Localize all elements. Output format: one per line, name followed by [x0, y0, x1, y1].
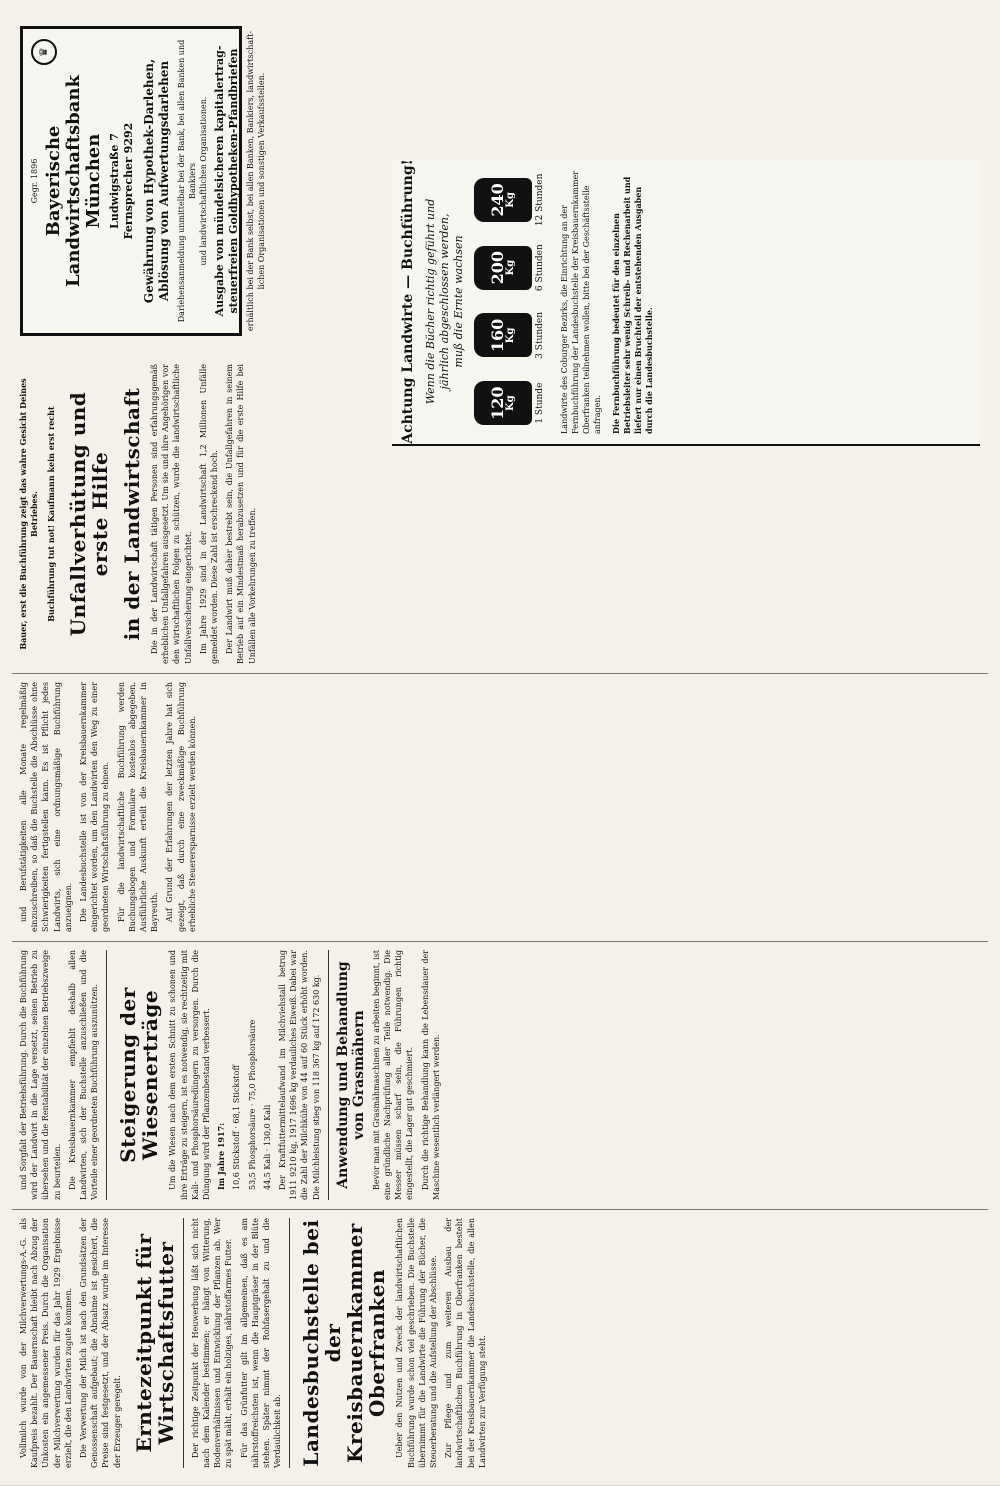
weight-unit: Kg [505, 327, 516, 344]
right-paragraph-4: Auf Grund der Erfahrungen der letzten Jahre hat sich gezeigt, daß durch eine zweckmäßige Buchführung erhebliche Steuerersparnisse erzielt werden können. [165, 682, 197, 932]
ad-title: Achtung Landwirte — Buchführung! [400, 159, 416, 444]
mid-heading-2: Anwendung und Behandlung von Grasmähern [334, 961, 367, 1189]
weight-unit: Kg [505, 395, 516, 411]
mid-list-2: 53,5 Phosphorsäure · 75,0 Phosphorsäure [247, 1019, 257, 1190]
weight-bag-icon [474, 381, 532, 425]
bank-loans: Gewährung von Hypothek-Darlehen, [142, 58, 156, 304]
left-paragraph-4: Für das Grünfutter gilt im allgemeinen, daß es am nährstoffreichsten ist, wenn die Hauptgräser in der Blüte stehen. Später nimmt der Rohfasergehalt zu und die Verdaulichkeit ab. [239, 1218, 283, 1468]
bank-sales-1: erhältlich bei der Bank selbst, bei allen Banken, Bankiers, landwirtschaft- [246, 30, 255, 332]
bank-established: Gegr. 1896 [30, 158, 39, 204]
ad-headline-2: jährlich abgeschlossen werden, [438, 213, 451, 390]
ad-headline-1: Wenn die Bücher richtig geführt und [424, 198, 437, 405]
left-paragraph-6: Zur Pflege und zum weiteren Ausbau der landwirtschaftlichen Buchführung in Oberfranken besteht bei der Kreisbauernkammer die Landesbuchstelle, die allen Landwirten zur Verfügung steht. [444, 1218, 487, 1468]
ad-body-1: Landwirte des Coburger Bezirks, die Einrichtung an der Fernbuchführung der Landesbuchstelle der Kreisbauernkammer Oberfranken teilnehmen wollen, bitte bei der Geschäftsstelle anfragen. [560, 170, 602, 434]
bank-issue-1: Ausgabe von mündelsicheren kapitalertrag- [213, 45, 226, 317]
weight-value: 160 [488, 318, 507, 353]
mid-paragraph-1: und Sorgfalt der Betriebsführung. Durch die Buchführung wird der Landwirt in die Lage versetzt, seinen Betrieb zu übersehen und die Rentabilität der einzelnen Betriebszweige zu beurteilen. [19, 950, 62, 1200]
weight-value: 200 [488, 250, 507, 285]
bank-phone: Fernsprecher 9292 [122, 122, 135, 240]
weight-item [474, 239, 545, 297]
bank-advertisement-box [20, 26, 266, 336]
mid-paragraph-3: Um die Wiesen nach dem ersten Schnitt zu schonen und ihre Erträge zu steigern, ist es notwendig, sie rechtzeitig mit Kali- und Phosphorsäuredüngern zu versorgen. Durch die Düngung wird der Pflanzenbestand verbessert. [168, 950, 212, 1200]
left-column [18, 1218, 982, 1468]
weight-label: 12 Stunden [535, 173, 545, 227]
weight-item [474, 307, 545, 365]
right-column [18, 682, 982, 932]
bank-emblem [31, 39, 57, 65]
accident-title-1: Unfallverhütung und erste Hilfe [66, 391, 112, 637]
crown-emblem-icon: ♛ [31, 39, 57, 65]
mid-list-3: 44,5 Kali · 130,0 Kali [262, 1104, 272, 1190]
mid-paragraph-6: Bevor man mit Grasmähmaschinen zu arbeiten beginnt, ist eine gründliche Nachprüfung aller Teile notwendig. Die Messer müssen scharf sein, die Führungen richtig eingestellt, die Lager gut geschmiert. [371, 950, 415, 1200]
left-divider-2 [289, 1218, 290, 1468]
right-paragraph-2: Die Landesbuchstelle ist von der Kreisbauernkammer eingerichtet worden, um den Landwirten den Weg zu einer geordneten Wirtschaftsführung zu ebnen. [79, 682, 111, 932]
mid-divider-1 [106, 950, 107, 1200]
bank-note-1: Darlehensanmeldung unmittelbar bei der Bank, bei allen Banken und Bankiers [177, 39, 197, 323]
bank-note-2: und landwirtschaftlichen Organisationen. [199, 96, 208, 266]
weight-unit: Kg [505, 192, 516, 208]
accident-kicker-2: Buchführung tut not! Kaufmann kein erst recht [46, 406, 56, 622]
left-paragraph-1: Vollmilch wurde von der Milchverwertungs-A.-G. als Kaufpreis bezahlt. Der Bauernschaft bleibt nach Abzug der Unkosten ein angemessener Preis. Durch die Organisation der Milchverwertung wurden für das Jahr 1929 Ergebnisse erzielt, die den Landwirten zugute kommen. [19, 1218, 73, 1468]
weight-unit: Kg [505, 259, 516, 276]
left-divider-1 [183, 1218, 184, 1468]
weight-label: 6 Stunden [535, 244, 545, 292]
ad-headline-3: muß die Ernte wachsen [452, 235, 465, 368]
weights-row [466, 159, 553, 444]
accident-paragraph-3: Der Landwirt muß daher bestrebt sein, die Unfallgefahren in seinem Betrieb auf ein Mindestmaß herabzusetzen und für die erste Hilfe bei Unfällen alle Vorkehrungen zu treffen. [225, 364, 257, 664]
bank-sales-2: lichen Organisationen und sonstigen Verkaufsstellen. [257, 72, 266, 290]
mid-paragraph-7: Durch die richtige Behandlung kann die Lebensdauer der Maschine wesentlich verlängert werden. [420, 950, 441, 1200]
weight-label: 1 Stunde [535, 382, 545, 424]
bank-name: Bayerische Landwirtschaftsbank München [43, 75, 104, 287]
middle-column [18, 950, 982, 1200]
column-separator-3 [12, 673, 988, 674]
bank-issue-2: steuerfreien Goldhypotheken-Pfandbriefen [227, 48, 240, 314]
column-separator-2 [12, 941, 988, 942]
weight-value: 120 [488, 386, 507, 420]
left-heading-2: Landesbuchstelle bei der Kreisbauernkammer Oberfranken [299, 1219, 390, 1467]
mid-year-label: Im Jahre 1917: [216, 1122, 227, 1190]
left-paragraph-5: Ueber den Nutzen und Zweck der landwirtschaftlichen Buchführung wurde schon viel geschrieben. Die Buchstelle übernimmt für die Landwirte die Führung der Bücher, die Steuerberatung und die Aufstellung der Abschlüsse. [395, 1218, 439, 1468]
weight-item [474, 374, 545, 432]
right-paragraph-3: Für die landwirtschaftliche Buchführung werden Buchungsbogen und Formulare kostenlos abgegeben. Ausführliche Auskunft erteilt die Kreisbauernkammer in Bayreuth. [116, 682, 160, 932]
accident-paragraph-2: Im Jahre 1929 sind in der Landwirtschaft 1,2 Millionen Unfälle gemeldet worden. Diese Zahl ist erschreckend hoch. [198, 364, 220, 664]
accident-kicker-1: Bauer, erst die Buchführung zeigt das wahre Gesicht Deines Betriebes. [18, 378, 39, 650]
ad-body-2: Die Fernbuchführung bedeutet für den einzelnen Betriebsleiter sehr wenig Schreib- und Rechenarbeit und liefert nur einen Bruchteil der entstehenden Ausgaben durch die Landesbuchstelle. [611, 176, 654, 434]
bank-address: Ludwigstraße 7 [108, 133, 121, 229]
right-paragraph-1: und Berufstätigkeiten alle Monate regelmäßig einzuschreiben, so daß die Buchstelle die Abschlüsse ohne Schwierigkeiten fertigstellen kann. Es ist Pflicht jedes Landwirts, sich eine ordnungsmäßige Buchführung anzueignen. [19, 682, 73, 932]
weight-value: 240 [488, 183, 507, 217]
mid-list-1: 10,6 Stickstoff · 68,1 Stickstoff [232, 1064, 242, 1190]
column-separator-1 [12, 1209, 988, 1210]
mid-paragraph-2: Die Kreisbauernkammer empfiehlt deshalb allen Landwirten, sich der Buchstelle anzuschließen und die Vorteile einer geordneten Buchführung auszunützen. [67, 950, 100, 1200]
left-paragraph-2: Die Verwertung der Milch ist nach den Grundsätzen der Genossenschaft aufgebaut; die Abnahme ist gesichert, die Preise sind festgesetzt, und der Absatz wurde im Interesse der Erzeuger geregelt. [79, 1218, 122, 1468]
weight-item [474, 171, 545, 229]
weight-bag-icon [474, 246, 532, 290]
mid-heading-1: Steigerung der Wiesenerträge [116, 987, 163, 1163]
weight-bag-icon [474, 178, 532, 222]
mid-divider-2 [328, 950, 329, 1200]
weight-bag-icon [474, 313, 532, 357]
left-paragraph-3: Der richtige Zeitpunkt der Heuwerbung läßt sich nicht nach dem Kalender bestimmen; er hängt von Witterung, Bodenverhältnissen und Entwicklung der Pflanzen ab. Wer zu spät mäht, erhält ein holziges, nährstoffarmes Futter. [190, 1218, 234, 1468]
weight-label: 3 Stunden [535, 311, 545, 359]
accident-paragraph-1: Die in der Landwirtschaft tätigen Personen sind erfahrungsgemäß erheblichen Unfallgefahren ausgesetzt. Um sie und ihre Angehörigen vor den wirtschaftlichen Folgen zu schützen, wurde die landwirtschaftliche Unfallversicherung eingerichtet. [150, 364, 193, 664]
accident-title-2: in der Landwirtschaft [120, 387, 144, 641]
bookkeeping-advertisement [392, 159, 980, 446]
left-heading-1: Erntezeitpunkt für Wirtschaftsfutter [131, 1233, 178, 1453]
mid-paragraph-5: Der Kraftfuttermittelaufwand im Milchviehstall betrug 1911 9210 kg, 1917 1696 kg verdauliches Eiweiß. Dabei war die Zahl der Milchkühe von 44 auf 60 Stück erhöht worden. Die Milchleistung stieg von 118 367 kg auf 172 630 kg. [278, 950, 321, 1200]
bank-repay: Ablösung von Aufwertungsdarlehen [157, 60, 171, 302]
